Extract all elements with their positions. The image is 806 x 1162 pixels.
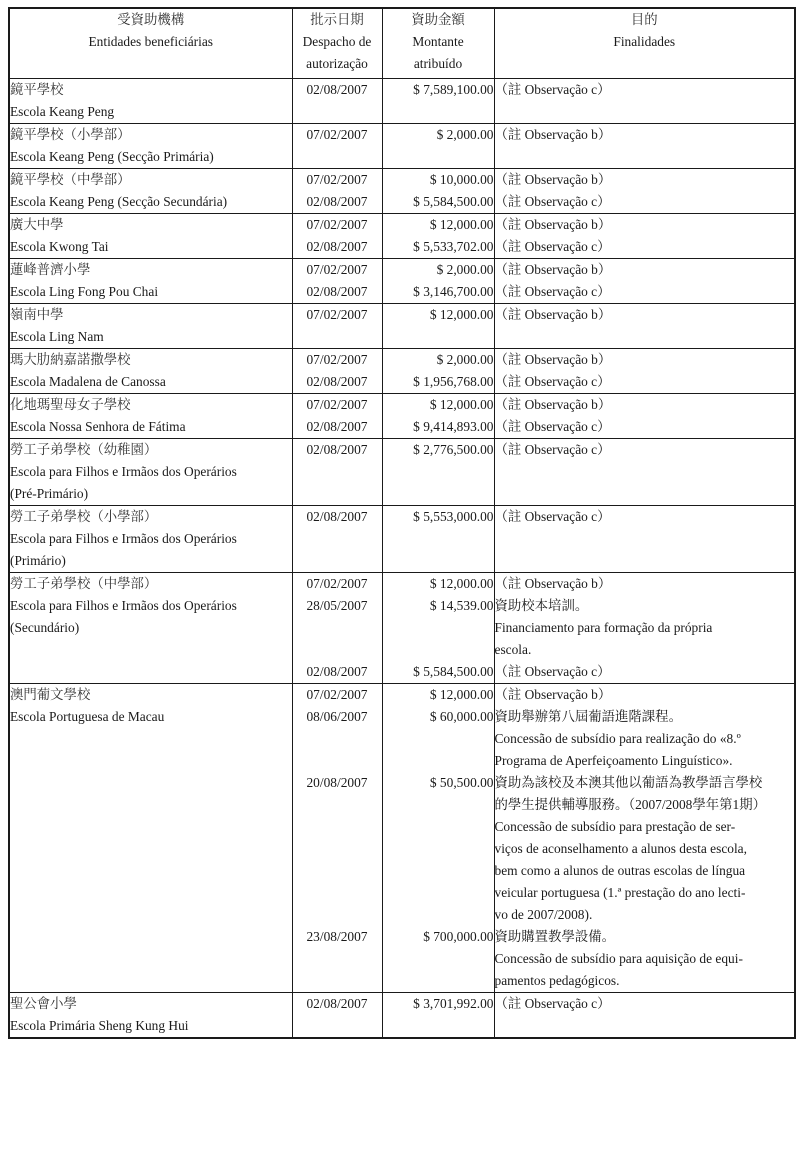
purpose-line: 資助校本培訓。 <box>494 598 589 613</box>
entity-cell <box>9 124 292 169</box>
header-amount-pt-1: Montante <box>412 34 464 49</box>
entity-name-pt-cont: (Secundário) <box>10 620 80 635</box>
spacer <box>383 970 494 992</box>
purpose-line: （註 Observação b） <box>494 397 612 412</box>
grant-amount: $ 12,000.00 <box>429 307 494 322</box>
purpose-line: Concessão de subsídio para realização do «8.º <box>494 731 741 746</box>
amount-cell <box>382 394 494 439</box>
entity-cell <box>9 993 292 1039</box>
amount-cell <box>382 169 494 214</box>
purpose-line: （註 Observação b） <box>494 172 612 187</box>
entity-name-pt: Escola Nossa Senhora de Fátima <box>10 419 186 434</box>
spacer <box>293 794 382 816</box>
entity-name-pt: Escola Madalena de Canossa <box>10 374 166 389</box>
amount-cell <box>382 506 494 573</box>
amount-cell <box>382 993 494 1039</box>
grant-amount: $ 2,000.00 <box>436 262 494 277</box>
entity-name-pt: Escola para Filhos e Irmãos dos Operários <box>10 531 237 546</box>
purpose-line: bem como a alunos de outras escolas de língua <box>494 863 746 878</box>
amount-cell <box>382 304 494 349</box>
grant-amount: $ 12,000.00 <box>429 397 494 412</box>
entity-name-zh: 蓮峰普濟小學 <box>10 262 91 277</box>
spacer <box>293 904 382 926</box>
approval-date: 23/08/2007 <box>306 929 368 944</box>
entity-cell <box>9 169 292 214</box>
spacer <box>293 970 382 992</box>
approval-date: 02/08/2007 <box>306 194 368 209</box>
purpose-cell <box>494 79 795 124</box>
entity-cell <box>9 214 292 259</box>
entity-name-zh: 鏡平學校 <box>10 82 64 97</box>
grant-amount: $ 5,584,500.00 <box>413 664 494 679</box>
date-cell <box>292 573 382 684</box>
purpose-cell <box>494 169 795 214</box>
entity-cell <box>9 259 292 304</box>
spacer <box>383 882 494 904</box>
approval-date: 28/05/2007 <box>306 598 368 613</box>
spacer <box>293 639 382 661</box>
table-row <box>9 349 795 394</box>
purpose-line: （註 Observação c） <box>494 419 611 434</box>
grant-amount: $ 1,956,768.00 <box>413 374 494 389</box>
grant-amount: $ 2,776,500.00 <box>413 442 494 457</box>
entity-name-pt: Escola para Filhos e Irmãos dos Operários <box>10 598 237 613</box>
grant-amount: $ 12,000.00 <box>429 576 494 591</box>
approval-date: 20/08/2007 <box>306 775 368 790</box>
spacer <box>293 617 382 639</box>
table-row <box>9 304 795 349</box>
approval-date: 07/02/2007 <box>306 262 368 277</box>
table-row <box>9 684 795 993</box>
entity-name-zh: 澳門葡文學校 <box>10 687 91 702</box>
entity-name-zh: 聖公會小學 <box>10 996 77 1011</box>
grant-amount: $ 700,000.00 <box>423 929 494 944</box>
spacer <box>293 948 382 970</box>
purpose-line: （註 Observação b） <box>494 262 612 277</box>
entity-name-pt: Escola Keang Peng (Secção Secundária) <box>10 194 228 209</box>
purpose-line: escola. <box>494 642 532 657</box>
entity-cell <box>9 506 292 573</box>
header-purpose-zh: 目的 <box>630 12 658 27</box>
table-row <box>9 993 795 1039</box>
entity-name-pt: Escola Portuguesa de Macau <box>10 709 165 724</box>
spacer <box>293 750 382 772</box>
entity-name-pt-cont: (Pré-Primário) <box>10 486 89 501</box>
entity-name-zh: 鏡平學校（小學部） <box>10 127 131 142</box>
purpose-line: Concessão de subsídio para prestação de ser- <box>494 819 736 834</box>
entity-cell <box>9 684 292 993</box>
approval-date: 07/02/2007 <box>306 217 368 232</box>
date-cell <box>292 214 382 259</box>
entity-cell <box>9 394 292 439</box>
purpose-line: （註 Observação c） <box>494 239 611 254</box>
approval-date: 07/02/2007 <box>306 172 368 187</box>
entity-name-pt: Escola Ling Fong Pou Chai <box>10 284 159 299</box>
purpose-line: （註 Observação c） <box>494 374 611 389</box>
header-amount-pt-2: atribuído <box>413 56 463 71</box>
table-body <box>9 79 795 1039</box>
approval-date: 07/02/2007 <box>306 307 368 322</box>
approval-date: 07/02/2007 <box>306 352 368 367</box>
entity-cell <box>9 79 292 124</box>
approval-date: 02/08/2007 <box>306 374 368 389</box>
grant-amount: $ 2,000.00 <box>436 127 494 142</box>
entity-name-pt: Escola para Filhos e Irmãos dos Operários <box>10 464 237 479</box>
purpose-line: pamentos pedagógicos. <box>494 973 620 988</box>
spacer <box>383 904 494 926</box>
header-purpose-pt: Finalidades <box>613 34 676 49</box>
purpose-line: Programa de Aperfeiçoamento Linguístico». <box>494 753 733 768</box>
approval-date: 02/08/2007 <box>306 509 368 524</box>
grant-amount: $ 12,000.00 <box>429 687 494 702</box>
approval-date: 07/02/2007 <box>306 127 368 142</box>
approval-date: 07/02/2007 <box>306 576 368 591</box>
entity-name-zh: 勞工子弟學校（小學部） <box>10 509 158 524</box>
grant-amount: $ 5,553,000.00 <box>413 509 494 524</box>
spacer <box>293 882 382 904</box>
entity-name-zh: 嶺南中學 <box>10 307 64 322</box>
purpose-cell <box>494 304 795 349</box>
header-date <box>292 8 382 79</box>
purpose-line: veicular portuguesa (1.ª prestação do ano lecti- <box>494 885 746 900</box>
grant-amount: $ 3,701,992.00 <box>413 996 494 1011</box>
date-cell <box>292 259 382 304</box>
approval-date: 02/08/2007 <box>306 664 368 679</box>
purpose-cell <box>494 259 795 304</box>
purpose-line: （註 Observação c） <box>494 194 611 209</box>
approval-date: 02/08/2007 <box>306 82 368 97</box>
purpose-line: Financiamento para formação da própria <box>494 620 713 635</box>
spacer <box>383 617 494 639</box>
date-cell <box>292 394 382 439</box>
purpose-line: 資助購置教學設備。 <box>494 929 616 944</box>
purpose-line: （註 Observação c） <box>494 442 611 457</box>
entity-name-zh: 瑪大肋納嘉諾撒學校 <box>10 352 131 367</box>
date-cell <box>292 349 382 394</box>
table-header <box>9 8 795 79</box>
amount-cell <box>382 79 494 124</box>
approval-date: 07/02/2007 <box>306 397 368 412</box>
entity-cell <box>9 304 292 349</box>
table-row <box>9 169 795 214</box>
purpose-line: （註 Observação c） <box>494 284 611 299</box>
grant-amount: $ 60,000.00 <box>429 709 494 724</box>
purpose-cell <box>494 349 795 394</box>
date-cell <box>292 79 382 124</box>
entity-name-pt-cont: (Primário) <box>10 553 66 568</box>
table-row <box>9 573 795 684</box>
table-row <box>9 214 795 259</box>
table-row <box>9 394 795 439</box>
purpose-cell <box>494 214 795 259</box>
spacer <box>383 838 494 860</box>
spacer <box>293 860 382 882</box>
purpose-line: （註 Observação b） <box>494 127 612 142</box>
purpose-line: 的學生提供輔導服務。（2007/2008學年第1期） <box>494 797 767 812</box>
date-cell <box>292 169 382 214</box>
purpose-line: （註 Observação c） <box>494 509 611 524</box>
header-amount <box>382 8 494 79</box>
grant-amount: $ 50,500.00 <box>429 775 494 790</box>
purpose-cell <box>494 124 795 169</box>
purpose-cell <box>494 439 795 506</box>
purpose-line: （註 Observação c） <box>494 82 611 97</box>
grant-amount: $ 10,000.00 <box>429 172 494 187</box>
spacer <box>293 816 382 838</box>
grant-amount: $ 2,000.00 <box>436 352 494 367</box>
date-cell <box>292 993 382 1039</box>
approval-date: 07/02/2007 <box>306 687 368 702</box>
amount-cell <box>382 124 494 169</box>
spacer <box>293 728 382 750</box>
purpose-line: 資助舉辦第八屆葡語進階課程。 <box>494 709 682 724</box>
header-amount-zh: 資助金額 <box>411 12 465 27</box>
purpose-line: （註 Observação b） <box>494 217 612 232</box>
header-entity-zh: 受資助機構 <box>117 12 185 27</box>
entity-name-zh: 勞工子弟學校（幼稚園） <box>10 442 158 457</box>
date-cell <box>292 304 382 349</box>
spacer <box>383 794 494 816</box>
entity-cell <box>9 439 292 506</box>
amount-cell <box>382 214 494 259</box>
grant-amount: $ 7,589,100.00 <box>413 82 494 97</box>
spacer <box>383 816 494 838</box>
spacer <box>383 639 494 661</box>
purpose-line: 資助為該校及本澳其他以葡語為教學語言學校 <box>494 775 763 790</box>
approval-date: 02/08/2007 <box>306 239 368 254</box>
purpose-cell <box>494 506 795 573</box>
entity-name-zh: 鏡平學校（中學部） <box>10 172 131 187</box>
purpose-cell <box>494 573 795 684</box>
entity-name-zh: 廣大中學 <box>10 217 64 232</box>
grant-amount: $ 9,414,893.00 <box>413 419 494 434</box>
approval-date: 02/08/2007 <box>306 996 368 1011</box>
table-row <box>9 124 795 169</box>
purpose-line: （註 Observação b） <box>494 307 612 322</box>
amount-cell <box>382 573 494 684</box>
grant-amount: $ 12,000.00 <box>429 217 494 232</box>
entity-cell <box>9 573 292 684</box>
amount-cell <box>382 684 494 993</box>
entity-name-pt: Escola Kwong Tai <box>10 239 109 254</box>
spacer <box>383 948 494 970</box>
table-row <box>9 506 795 573</box>
grant-amount: $ 14,539.00 <box>429 598 494 613</box>
spacer <box>293 838 382 860</box>
date-cell <box>292 439 382 506</box>
spacer <box>383 750 494 772</box>
purpose-cell <box>494 394 795 439</box>
grant-amount: $ 5,533,702.00 <box>413 239 494 254</box>
purpose-line: （註 Observação b） <box>494 576 612 591</box>
header-purpose <box>494 8 795 79</box>
purpose-cell <box>494 684 795 993</box>
amount-cell <box>382 259 494 304</box>
grant-amount: $ 5,584,500.00 <box>413 194 494 209</box>
date-cell <box>292 506 382 573</box>
header-date-pt-2: autorização <box>306 56 368 71</box>
entity-name-zh: 化地瑪聖母女子學校 <box>10 397 131 412</box>
purpose-line: viços de aconselhamento a alunos desta escola, <box>494 841 747 856</box>
purpose-cell <box>494 993 795 1039</box>
entity-name-pt: Escola Keang Peng (Secção Primária) <box>10 149 214 164</box>
approval-date: 02/08/2007 <box>306 284 368 299</box>
entity-cell <box>9 349 292 394</box>
grants-table <box>8 7 796 1039</box>
table-row <box>9 439 795 506</box>
amount-cell <box>382 439 494 506</box>
table-row <box>9 259 795 304</box>
grant-amount: $ 3,146,700.00 <box>413 284 494 299</box>
entity-name-pt: Escola Keang Peng <box>10 104 115 119</box>
header-date-pt-1: Despacho de <box>302 34 372 49</box>
approval-date: 08/06/2007 <box>306 709 368 724</box>
approval-date: 02/08/2007 <box>306 442 368 457</box>
entity-name-zh: 勞工子弟學校（中學部） <box>10 576 158 591</box>
date-cell <box>292 124 382 169</box>
spacer <box>383 728 494 750</box>
purpose-line: （註 Observação c） <box>494 996 611 1011</box>
table-row <box>9 79 795 124</box>
purpose-line: Concessão de subsídio para aquisição de equi- <box>494 951 743 966</box>
header-entity-pt: Entidades beneficiárias <box>88 34 214 49</box>
amount-cell <box>382 349 494 394</box>
purpose-line: （註 Observação b） <box>494 687 612 702</box>
entity-name-pt: Escola Ling Nam <box>10 329 104 344</box>
purpose-line: （註 Observação b） <box>494 352 612 367</box>
spacer <box>383 860 494 882</box>
header-date-zh: 批示日期 <box>310 12 364 27</box>
approval-date: 02/08/2007 <box>306 419 368 434</box>
purpose-line: （註 Observação c） <box>494 664 611 679</box>
date-cell <box>292 684 382 993</box>
header-entity <box>9 8 292 79</box>
purpose-line: vo de 2007/2008). <box>494 907 593 922</box>
entity-name-pt: Escola Primária Sheng Kung Hui <box>10 1018 189 1033</box>
